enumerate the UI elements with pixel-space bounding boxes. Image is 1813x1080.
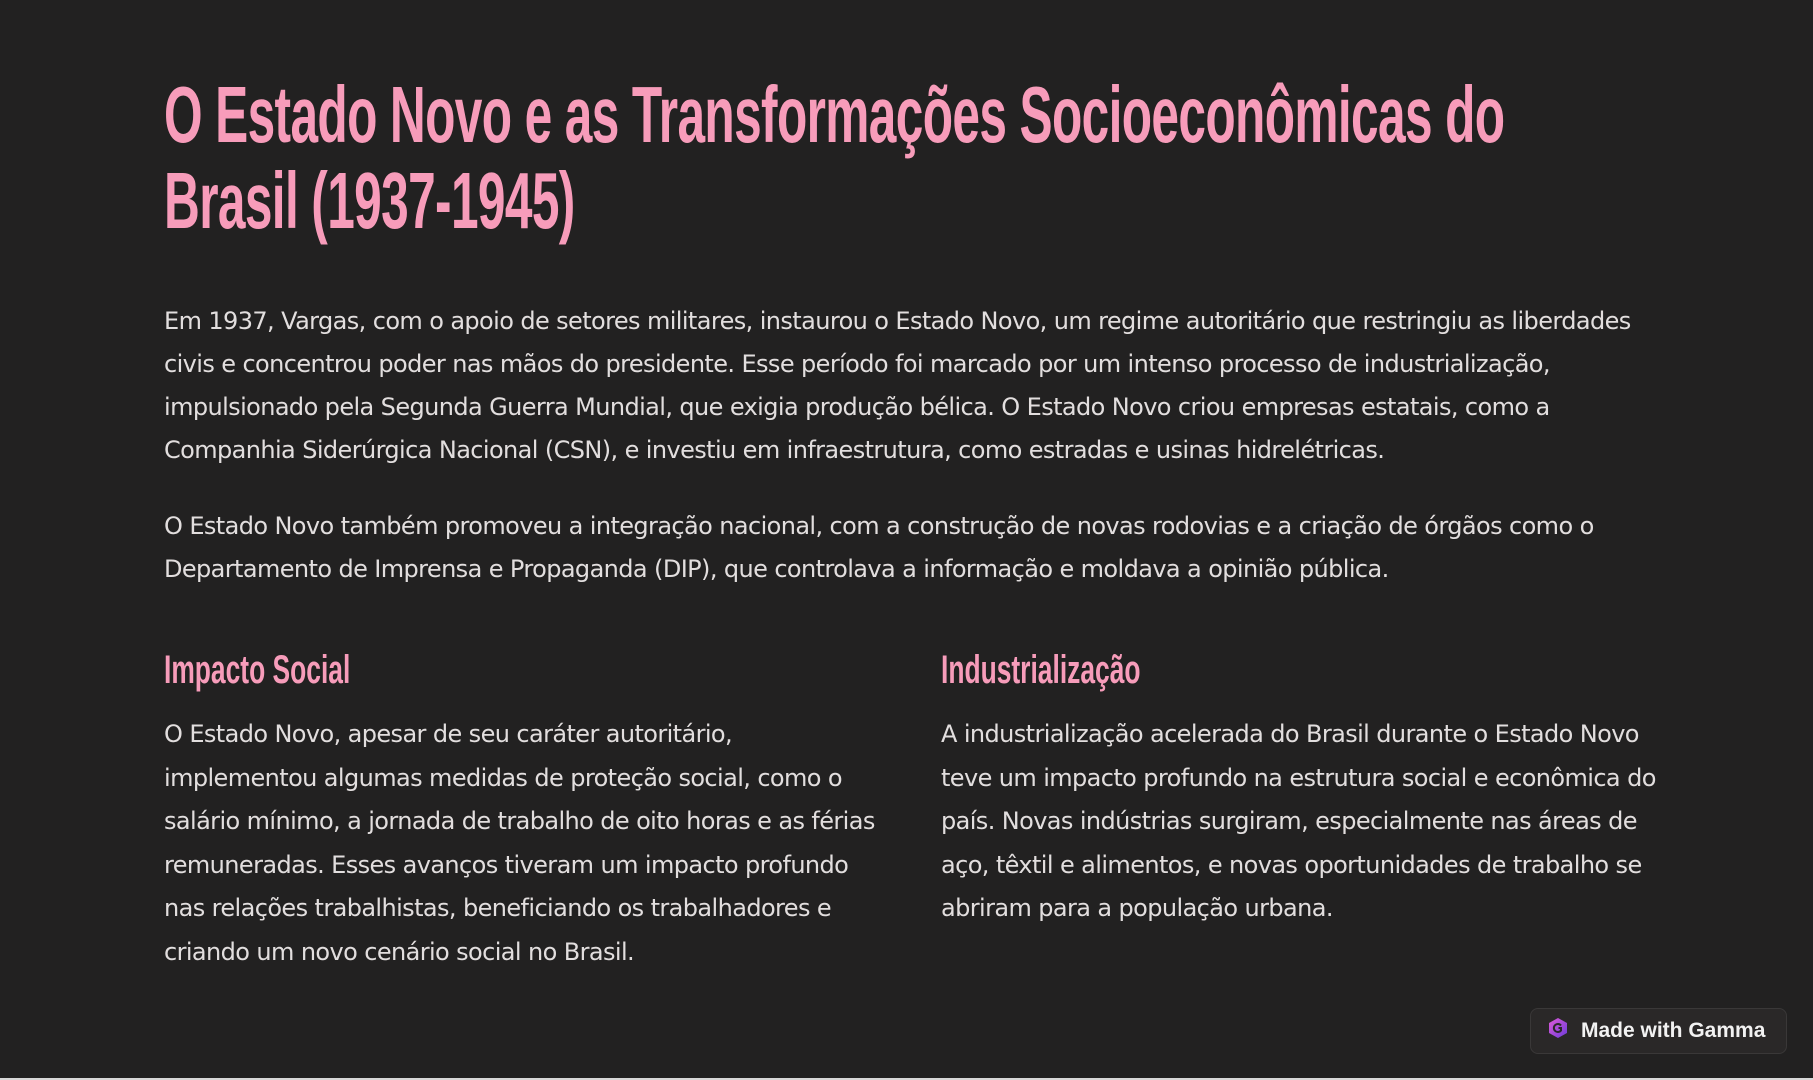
intro-paragraph: O Estado Novo também promoveu a integração nacional, com a construção de novas rodovias e a criação de órgãos como o Departamento de Imprensa e Propaganda (DIP), que controlava a informação e moldava a opinião pública. — [164, 512, 1594, 583]
section-body: A industrialização acelerada do Brasil durante o Estado Novo teve um impacto profundo na estrutura social e econômica do país. Novas indústrias surgiram, especialmente nas áreas de aço, têxtil e alimentos, e novas oportunidades de trabalho se abriram para a população urbana. — [941, 720, 1656, 922]
section-impacto-social — [164, 645, 884, 974]
badge-label: Made with Gamma — [1581, 1019, 1766, 1042]
section-heading-wrapper — [164, 645, 824, 695]
section-heading-wrapper — [941, 645, 1601, 695]
gamma-logo-icon — [1547, 1017, 1569, 1045]
intro-paragraph: Em 1937, Vargas, com o apoio de setores militares, instaurou o Estado Novo, um regime autoritário que restringiu as liberdades civis e concentrou poder nas mãos do presidente. Esse período foi marcado por um intenso processo de industrialização, impulsionado pela Segunda Guerra Mundial, que exigia produção bélica. O Estado Novo criou empresas estatais, como a Companhia Siderúrgica Nacional (CSN), e investiu em infraestrutura, como estradas e usinas hidrelétricas. — [164, 307, 1631, 464]
page-title: O Estado Novo e as Transformações Socioeconômicas do Brasil (1937-1945) — [164, 70, 1505, 245]
title-wrapper — [164, 72, 1609, 244]
section-body: O Estado Novo, apesar de seu caráter autoritário, implementou algumas medidas de proteção social, como o salário mínimo, a jornada de trabalho de oito horas e as férias remuneradas. Esses avanços tiveram um impacto profundo nas relações trabalhistas, beneficiando os trabalhadores e criando um novo cenário social no Brasil. — [164, 720, 875, 966]
section-industrializacao — [941, 645, 1661, 931]
intro-section — [164, 300, 1644, 624]
made-with-gamma-button[interactable] — [1530, 1008, 1787, 1054]
section-heading: Industrialização — [941, 648, 1141, 692]
section-heading: Impacto Social — [164, 648, 351, 692]
